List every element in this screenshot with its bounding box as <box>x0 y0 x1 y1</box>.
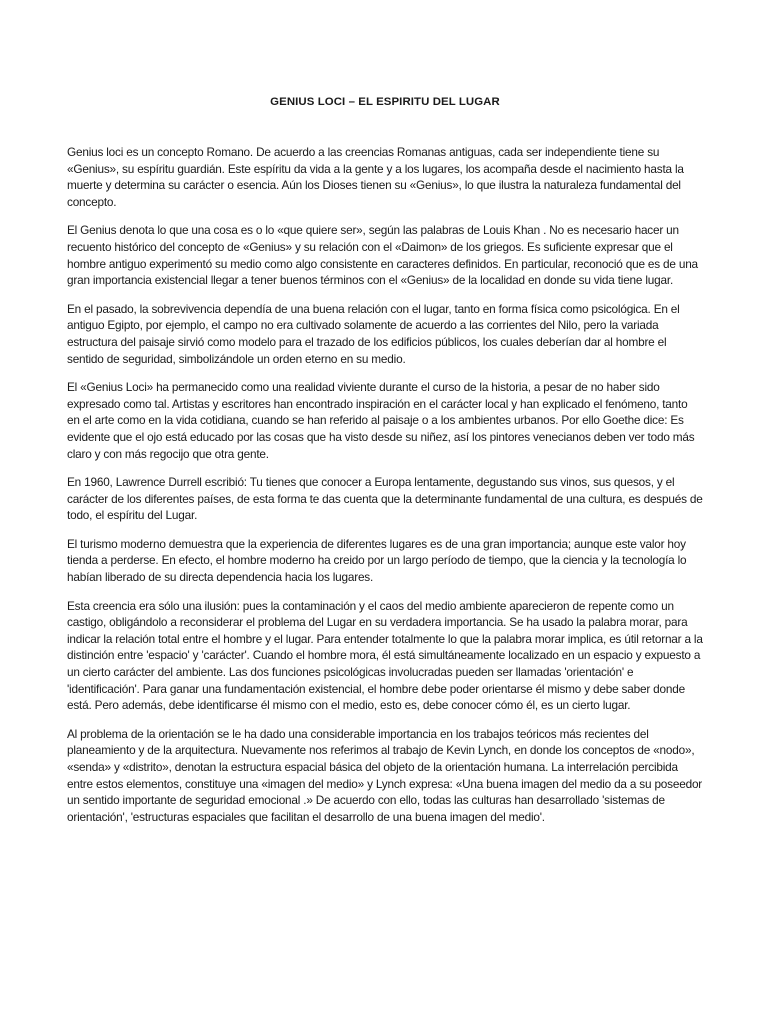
document-title: GENIUS LOCI – EL ESPIRITU DEL LUGAR <box>270 96 500 108</box>
paragraph-2: El Genius denota lo que una cosa es o lo «que quiere ser», según las palabras de Louis Khan . No es necesario hacer un recuento histórico del concepto de «Genius» y su relación con el «Daimon» de los griegos. Es suficiente expresar que el hombre antiguo experimentó su medio como algo consistente en caracteres definidos. En particular, reconoció que es de una gran importancia existencial llegar a tener buenos términos con el «Genius» de la localidad en donde su vida tiene lugar. <box>67 223 698 288</box>
paragraph-5: En 1960, Lawrence Durrell escribió: Tu tienes que conocer a Europa lentamente, degustando sus vinos, sus quesos, y el carácter de los diferentes países, de esta forma te das cuenta que la determinante fundamental de una cultura, es después de todo, el espíritu del Lugar. <box>67 475 703 523</box>
paragraph-7: Esta creencia era sólo una ilusión: pues la contaminación y el caos del medio ambiente aparecieron de repente como un castigo, obligándolo a reconsiderar el problema del Lugar en su verdadera importancia. Se ha usado la palabra morar, para indicar la relación total entre el hombre y el lugar. Para entender totalmente lo que la palabra morar implica, es útil retornar a la distinción entre 'espacio' y 'carácter'. Cuando el hombre mora, él está simultáneamente localizado en un espacio y expuesto a un cierto carácter del ambiente. Las dos funciones psicológicas involucradas pueden ser llamadas 'orientación' e 'identificación'. Para ganar una fundamentación existencial, el hombre debe poder orientarse él mismo y debe saber donde está. Pero además, debe identificarse él mismo con el medio, esto es, debe conocer cómo él, es un cierto lugar. <box>67 598 703 713</box>
paragraph-1: Genius loci es un concepto Romano. De acuerdo a las creencias Romanas antiguas, cada ser independiente tiene su «Genius», su espíritu guardián. Este espíritu da vida a la gente y a los lugares, los acompaña desde el nacimiento hasta la muerte y determina su carácter o esencia. Aún los Dioses tienen su «Genius», lo que ilustra la naturaleza fundamental del concepto. <box>67 145 684 209</box>
paragraph-8: Al problema de la orientación se le ha dado una considerable importancia en los trabajos teóricos más recientes del planeamiento y de la arquitectura. Nuevamente nos referimos al trabajo de Kevin Lynch, en donde los conceptos de «nodo», «senda» y «distrito», denotan la estructura espacial básica del objeto de la orientación humana. La interrelación percibida entre estos elementos, constituye una «imagen del medio» y Lynch expresa: «Una buena imagen del medio da a su poseedor un sentido importante de seguridad emocional .» De acuerdo con ello, todas las culturas han desarrollado 'sistemas de orientación', 'estructuras espaciales que facilitan el desarrollo de una buena imagen del medio'. <box>67 726 703 824</box>
paragraph-3: En el pasado, la sobrevivencia dependía de una buena relación con el lugar, tanto en forma física como psicológica. En el antiguo Egipto, por ejemplo, el campo no era cultivado solamente de acuerdo a las corrientes del Nilo, pero la variada estructura del paisaje sirvió como modelo para el trazado de los edificios públicos, los cuales deberían dar al hombre el sentido de seguridad, simbolizándole un orden eterno en su medio. <box>67 301 680 366</box>
paragraph-4: El «Genius Loci» ha permanecido como una realidad viviente durante el curso de la historia, a pesar de no haber sido expresado como tal. Artistas y escritores han encontrado inspiración en el carácter local y han explicado el fenómeno, tanto en el arte como en la vida cotidiana, cuando se han referido al paisaje o a los ambientes urbanos. Por ello Goethe dice: Es evidente que el ojo está educado por las cosas que ha visto desde su niñez, así los pintores venecianos deben ver todo más claro y con más regocijo que otra gente. <box>67 380 695 461</box>
document-page <box>67 94 703 837</box>
paragraph-6: El turismo moderno demuestra que la experiencia de diferentes lugares es de una gran importancia; aunque este valor hoy tienda a perderse. En efecto, el hombre moderno ha creido por un largo período de tiempo, que la ciencia y la tecnología lo habían liberado de su directa dependencia hacia los lugares. <box>67 536 687 585</box>
